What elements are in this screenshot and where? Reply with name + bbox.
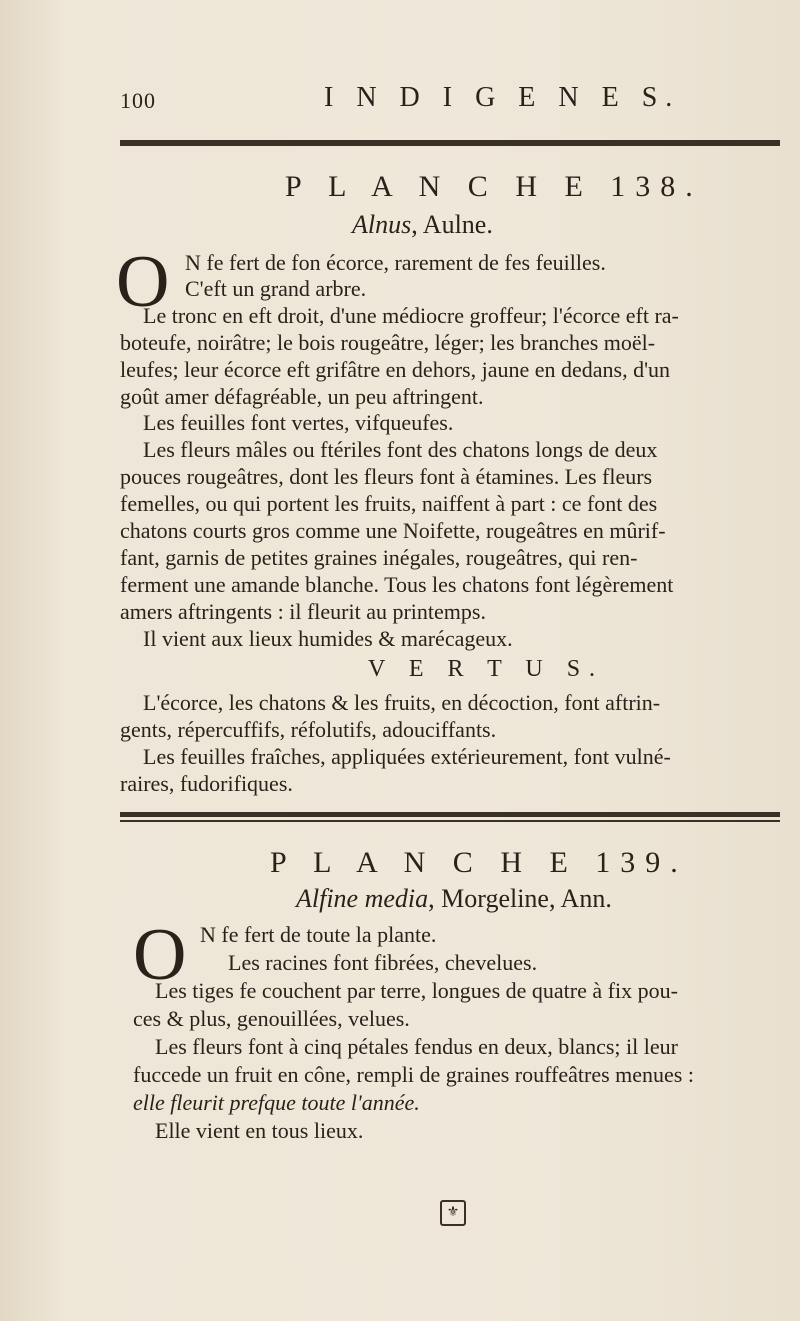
drop-cap-139: O	[133, 914, 187, 996]
text-line: amers aftringents : il fleurit au printemps.	[120, 599, 486, 624]
running-title: I N D I G E N E S.	[324, 82, 681, 113]
text-line: Les feuilles fraîches, appliquées extérieurement, font vulné-	[143, 744, 671, 769]
latin-name: Alfine media	[296, 884, 429, 913]
text-line: leufes; leur écorce eft grifâtre en dehors, jaune en dedans, d'un	[120, 357, 671, 382]
text-line: Les tiges fe couchent par terre, longues de quatre à fix pou-	[155, 978, 678, 1003]
text-line: femelles, ou qui portent les fruits, naiffent à part : ce font des	[120, 491, 658, 516]
text-line: fuccede un fruit en cône, rempli de graines rouffeâtres menues :	[133, 1062, 694, 1087]
latin-name: Alnus	[352, 210, 412, 239]
text-line: N fe fert de fon écorce, rarement de fes feuilles.	[185, 250, 606, 275]
text-line: Les fleurs font à cinq pétales fendus en deux, blancs; il leur	[155, 1034, 678, 1059]
plate-title-138: P L A N C H E 138.	[285, 170, 703, 203]
text-line: raires, fudorifiques.	[120, 771, 293, 796]
drop-cap-138: O	[116, 241, 170, 323]
page-number: 100	[120, 88, 156, 113]
section-rule-thin	[120, 820, 780, 822]
virtus-heading: V E R T U S.	[368, 656, 605, 682]
text-line: gents, répercuffifs, réfolutifs, adouciffants.	[120, 717, 497, 742]
text-line: fant, garnis de petites graines inégales, rougeâtres, qui ren-	[120, 545, 638, 570]
text-line: Les racines font fibrées, chevelues.	[228, 950, 538, 975]
text-line: ces & plus, genouillées, velues.	[133, 1006, 410, 1031]
species-heading-139	[296, 884, 612, 914]
text-line: C'eft un grand arbre.	[185, 276, 367, 301]
common-name: , Aulne.	[411, 210, 493, 239]
text-line: Les fleurs mâles ou ftériles font des chatons longs de deux	[143, 437, 658, 462]
text-line: Le tronc en eft droit, d'une médiocre groffeur; l'écorce eft ra-	[143, 303, 679, 328]
text-line: elle fleurit prefque toute l'année.	[133, 1090, 420, 1115]
section-rule	[120, 812, 780, 817]
ornament-icon: ⚜	[440, 1200, 466, 1226]
text-line: goût amer défagréable, un peu aftringent.	[120, 384, 484, 409]
text-line: pouces rougeâtres, dont les fleurs font à étamines. Les fleurs	[120, 464, 653, 489]
text-line: L'écorce, les chatons & les fruits, en décoction, font aftrin-	[143, 690, 661, 715]
text-line: ferment une amande blanche. Tous les chatons font légèrement	[120, 572, 674, 597]
species-heading-138	[352, 210, 493, 240]
text-line: chatons courts gros comme une Noifette, rougeâtres en mûrif-	[120, 518, 666, 543]
top-rule	[120, 140, 780, 146]
text-line: Les feuilles font vertes, vifqueufes.	[143, 410, 454, 435]
text-line: Elle vient en tous lieux.	[155, 1118, 364, 1143]
text-line: Il vient aux lieux humides & marécageux.	[143, 626, 513, 651]
text-line: boteufe, noirâtre; le bois rougeâtre, léger; les branches moël-	[120, 330, 656, 355]
text-line: N fe fert de toute la plante.	[200, 922, 437, 947]
plate-title-139: P L A N C H E 139.	[270, 846, 688, 879]
common-name: , Morgeline, Ann.	[428, 884, 612, 913]
